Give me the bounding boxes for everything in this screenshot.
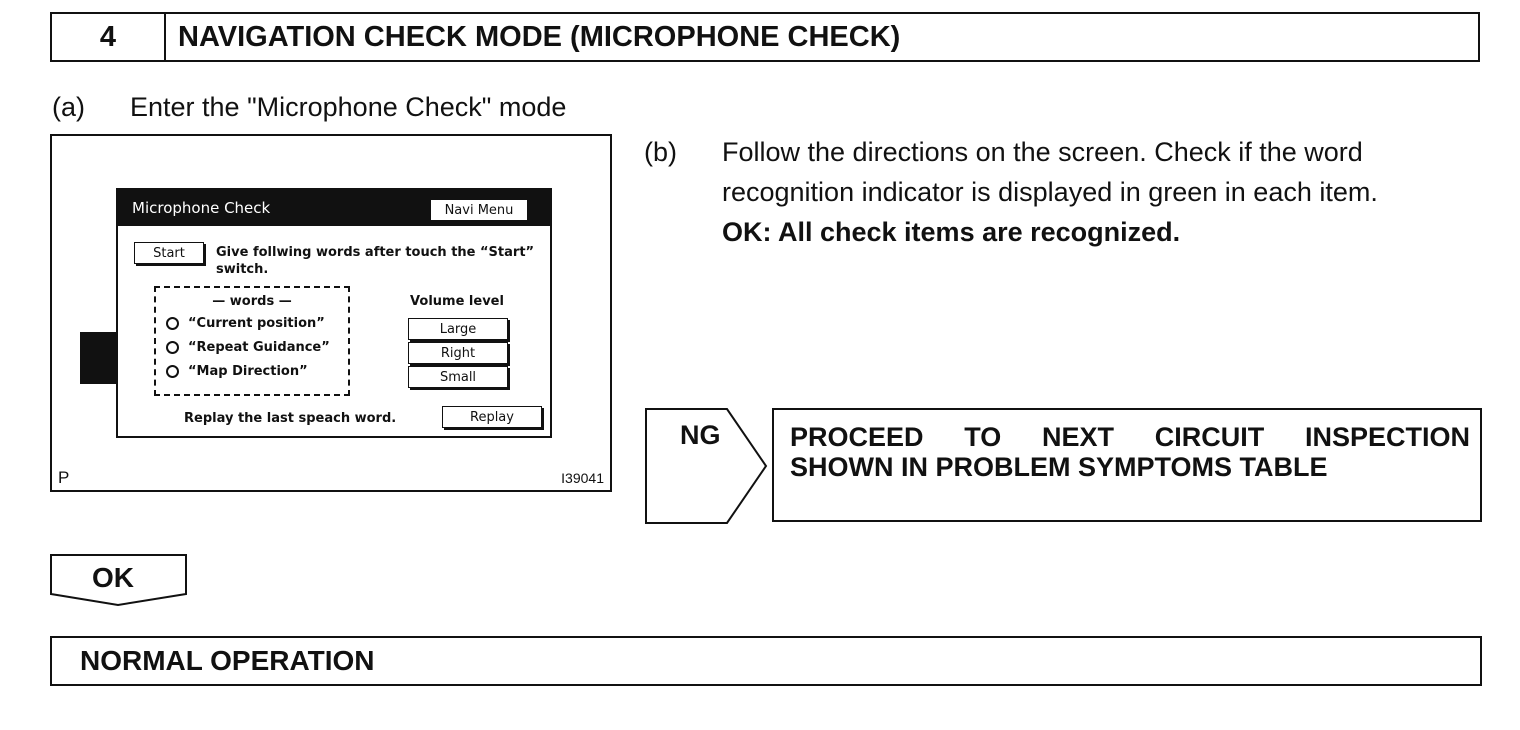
step-number: 4 xyxy=(52,14,166,60)
replay-text: Replay the last speach word. xyxy=(184,411,397,426)
screen-title-bar xyxy=(118,190,550,226)
recognition-indicator-icon xyxy=(166,317,179,330)
step-b xyxy=(644,132,1484,252)
illustration-corner-letter: P xyxy=(58,468,70,487)
step-header xyxy=(50,12,1480,62)
screen-title: Microphone Check xyxy=(132,199,271,217)
volume-right-button[interactable]: Right xyxy=(408,342,508,364)
word-item xyxy=(166,364,308,379)
ok-label: OK xyxy=(92,562,134,593)
replay-button[interactable]: Replay xyxy=(442,406,542,428)
illustration-code: I39041 xyxy=(561,470,604,486)
step-b-label: (b) xyxy=(644,137,677,167)
step-a-label: (a) xyxy=(52,92,85,122)
result-text: NORMAL OPERATION xyxy=(80,645,375,676)
words-header: — words — xyxy=(212,294,292,309)
word-item xyxy=(166,340,330,355)
words-box xyxy=(154,286,350,396)
ng-label: NG xyxy=(680,420,721,450)
word-item xyxy=(166,316,325,331)
ng-action-box xyxy=(772,408,1482,522)
volume-large-button[interactable]: Large xyxy=(408,318,508,340)
ng-action-line2: SHOWN IN PROBLEM SYMPTOMS TABLE xyxy=(790,452,1328,482)
word-label: “Current position” xyxy=(188,316,325,331)
step-b-text: Follow the directions on the screen. Check if the word recognition indicator is displayed in green in each item. xyxy=(722,137,1378,207)
result-box xyxy=(50,636,1482,686)
step-a-text: Enter the "Microphone Check" mode xyxy=(130,92,567,122)
illustration-frame xyxy=(50,134,612,492)
volume-level-header: Volume level xyxy=(410,294,504,309)
word-label: “Map Direction” xyxy=(188,364,308,379)
volume-small-button[interactable]: Small xyxy=(408,366,508,388)
start-button[interactable]: Start xyxy=(134,242,204,264)
navi-menu-button[interactable]: Navi Menu xyxy=(430,199,528,221)
step-title: NAVIGATION CHECK MODE (MICROPHONE CHECK) xyxy=(178,20,901,53)
step-a xyxy=(52,92,566,123)
recognition-indicator-icon xyxy=(166,341,179,354)
word-label: “Repeat Guidance” xyxy=(188,340,330,355)
recognition-indicator-icon xyxy=(166,365,179,378)
microphone-check-screen xyxy=(116,188,552,438)
ng-action-line1: PROCEED TO NEXT CIRCUIT INSPECTION xyxy=(790,422,1470,452)
instruction-text: Give follwing words after touch the “Start” switch. xyxy=(216,245,535,277)
step-b-ok-criteria: OK: All check items are recognized. xyxy=(722,217,1181,247)
